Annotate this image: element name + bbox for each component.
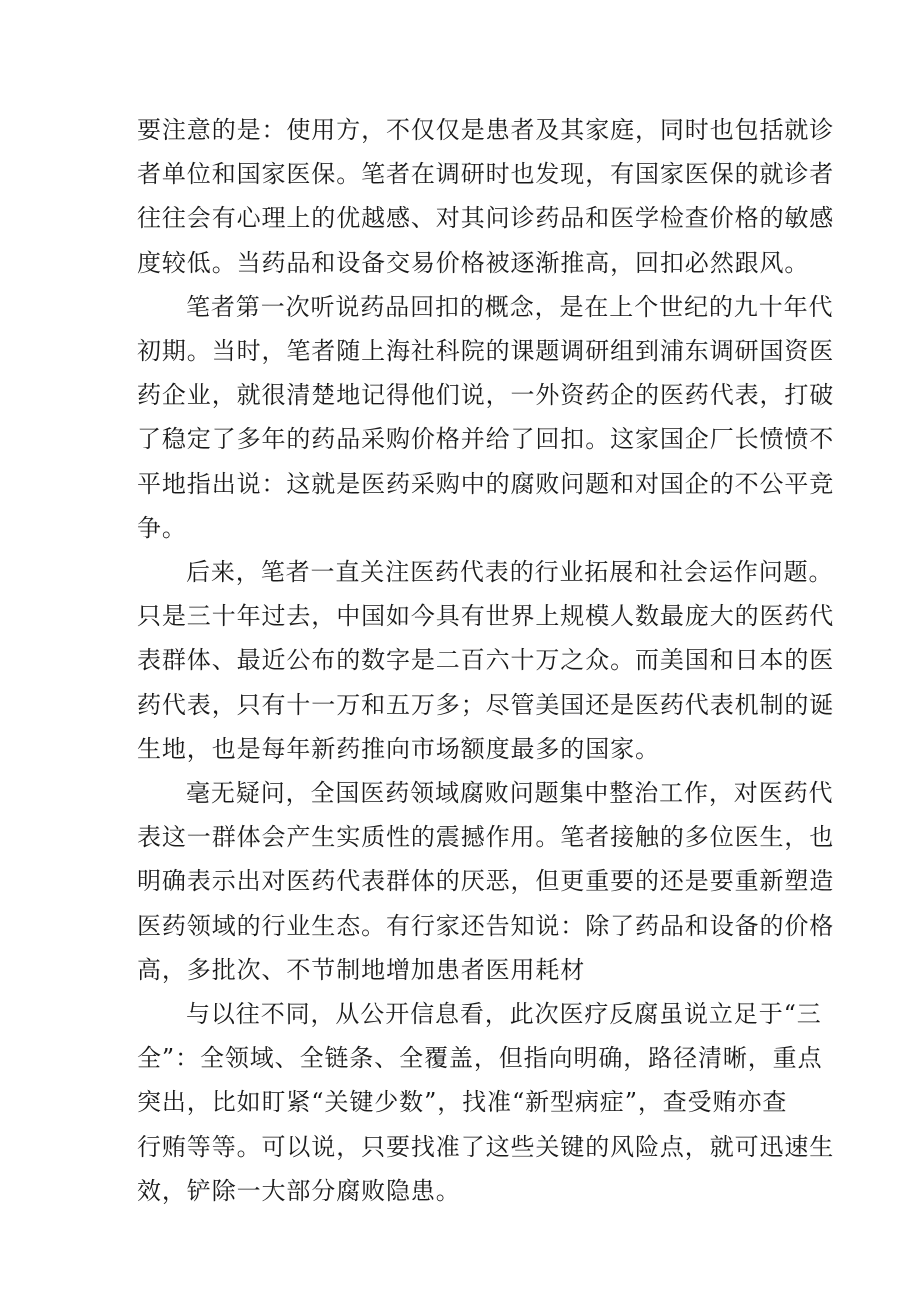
text-line: 突出，比如盯紧“关键少数”，找准“新型病症”，查受贿亦查 xyxy=(137,1088,788,1117)
text-line: 明确表示出对医药代表群体的厌恶，但更重要的还是要重新塑造 xyxy=(137,867,835,896)
paragraph-3 xyxy=(137,550,835,771)
text-line: 度较低。当药品和设备交易价格被逐渐推高，回扣必然跟风。 xyxy=(137,248,810,277)
text-line: 往往会有心理上的优越感、对其问诊药品和医学检查价格的敏感 xyxy=(137,204,835,233)
text-line: 要注意的是：使用方，不仅仅是患者及其家庭，同时也包括就诊 xyxy=(137,116,835,144)
text-line: 表群体、最近公布的数字是二百六十万之众。而美国和日本的医 xyxy=(137,646,835,675)
text-line: 初期。当时，笔者随上海社科院的课题调研组到浦东调研国资医 xyxy=(137,337,835,366)
text-line: 笔者第一次听说药品回扣的概念，是在上个世纪的九十年代 xyxy=(186,292,834,321)
paragraph-4 xyxy=(137,771,835,992)
text-line: 与以往不同，从公开信息看，此次医疗反腐虽说立足于“三 xyxy=(186,1000,822,1029)
article-body xyxy=(137,108,835,1213)
text-line: 效，铲除一大部分腐败隐患。 xyxy=(137,1176,461,1205)
paragraph-2 xyxy=(137,285,835,550)
text-line: 行贿等等。可以说，只要找准了这些关键的风险点，就可迅速生 xyxy=(137,1132,835,1161)
text-line: 争。 xyxy=(137,513,187,542)
text-line: 平地指出说：这就是医药采购中的腐败问题和对国企的不公平竞 xyxy=(137,469,835,498)
text-line: 毫无疑问，全国医药领域腐败问题集中整治工作，对医药代 xyxy=(186,779,834,808)
text-line: 药代表，只有十一万和五万多；尽管美国还是医药代表机制的诞 xyxy=(137,690,835,719)
text-line: 生地，也是每年新药推向市场额度最多的国家。 xyxy=(137,734,660,763)
text-line: 只是三十年过去，中国如今具有世界上规模人数最庞大的医药代 xyxy=(137,602,835,631)
text-line: 全”：全领域、全链条、全覆盖，但指向明确，路径清晰，重点 xyxy=(137,1044,823,1073)
text-line: 者单位和国家医保。笔者在调研时也发现，有国家医保的就诊者 xyxy=(137,160,835,189)
text-line: 后来，笔者一直关注医药代表的行业拓展和社会运作问题。 xyxy=(186,558,834,587)
text-line: 药企业，就很清楚地记得他们说，一外资药企的医药代表，打破 xyxy=(137,381,835,410)
text-line: 了稳定了多年的药品采购价格并给了回扣。这家国企厂长愤愤不 xyxy=(137,425,835,454)
text-line: 表这一群体会产生实质性的震撼作用。笔者接触的多位医生，也 xyxy=(137,823,835,852)
text-line: 高，多批次、不节制地增加患者医用耗材 xyxy=(137,955,586,984)
text-line: 医药领域的行业生态。有行家还告知说：除了药品和设备的价格 xyxy=(137,911,835,940)
paragraph-5 xyxy=(137,992,835,1213)
paragraph-1 xyxy=(137,108,835,285)
